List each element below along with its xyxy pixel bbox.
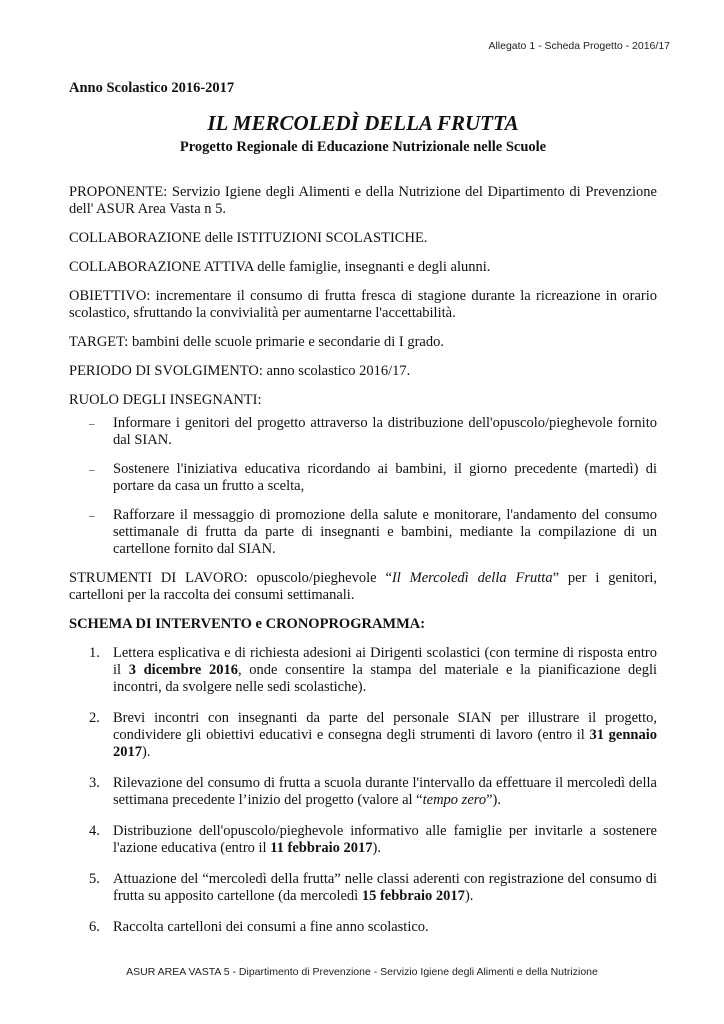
document-subtitle: Progetto Regionale di Educazione Nutrizionale nelle Scuole [179,139,547,155]
schema-list [69,645,657,936]
proponente-paragraph: PROPONENTE: Servizio Igiene degli Alimenti e della Nutrizione del Dipartimento di Prevenzione dell' ASUR Area Vasta n 5. [69,184,657,217]
school-year: Anno Scolastico 2016-2017 [69,80,235,96]
list-item: – Rafforzare il messaggio di promozione della salute e monitorare, l'andamento del consumo settimanale di frutta da parte di insegnanti e bambini, mediante la compilazione di un cartellone fornito dal SIAN. [89,507,657,557]
dash-marker: – [89,464,95,476]
list-item: 1. Lettera esplicativa e di richiesta adesioni ai Dirigenti scolastici (con termine di risposta entro il 3 dicembre 2016, onde consentire la stampa del materiale e la pianificazione degli incontri, da svolgere nelle sedi scolastiche). [89,645,657,695]
document-body [69,80,657,950]
dash-marker: – [89,418,95,430]
target-paragraph: TARGET: bambini delle scuole primarie e secondarie di I grado. [69,334,444,350]
page-header: Allegato 1 - Scheda Progetto - 2016/17 [488,40,670,52]
list-item: 4. Distribuzione dell'opuscolo/pieghevole informativo alle famiglie per invitarle a sostenere l'azione educativa (entro il 11 febbraio 2017). [89,823,657,856]
schema-heading: SCHEMA DI INTERVENTO e CRONOPROGRAMMA: [69,616,426,632]
list-item: – Informare i genitori del progetto attraverso la distribuzione dell'opuscolo/pieghevole fornito dal SIAN. [89,415,657,448]
list-item: 2. Brevi incontri con insegnanti da parte del personale SIAN per illustrare il progetto, condividere gli obiettivi educativi e consegna degli strumenti di lavoro (entro il 31 gennaio 2017). [89,710,658,760]
ruolo-list [69,415,657,558]
document-title: IL MERCOLEDÌ DELLA FRUTTA [207,111,519,135]
list-item: 5. Attuazione del “mercoledì della frutta” nelle classi aderenti con registrazione del consumo di frutta su apposito cartellone (da mercoledì 15 febbraio 2017). [89,871,657,904]
page-footer: ASUR AREA VASTA 5 - Dipartimento di Prevenzione - Servizio Igiene degli Alimenti e della Nutrizione [126,966,598,978]
strumenti-paragraph: STRUMENTI DI LAVORO: opuscolo/pieghevole “Il Mercoledì della Frutta” per i genitori, cartelloni per la raccolta dei consumi settimanali. [69,570,657,603]
list-item: 6. Raccolta cartelloni dei consumi a fine anno scolastico. [89,919,429,935]
dash-marker: – [89,510,95,522]
collaborazione-attiva: COLLABORAZIONE ATTIVA delle famiglie, insegnanti e degli alunni. [69,259,491,275]
collaborazione-istituzioni: COLLABORAZIONE delle ISTITUZIONI SCOLASTICHE. [69,230,428,246]
periodo-paragraph: PERIODO DI SVOLGIMENTO: anno scolastico 2016/17. [69,363,411,379]
list-item: 3. Rilevazione del consumo di frutta a scuola durante l'intervallo da effettuare il mercoledì della settimana precedente l’inizio del progetto (valore al “tempo zero”). [89,775,657,808]
obiettivo-paragraph: OBIETTIVO: incrementare il consumo di frutta fresca di stagione durante la ricreazione in orario scolastico, sfruttando la convivialità per aumentarne l'accettabilità. [69,288,657,321]
list-item: – Sostenere l'iniziativa educativa ricordando ai bambini, il giorno precedente (martedì) di portare da casa un frutto a scelta, [89,461,657,494]
ruolo-heading: RUOLO DEGLI INSEGNANTI: [69,392,262,408]
